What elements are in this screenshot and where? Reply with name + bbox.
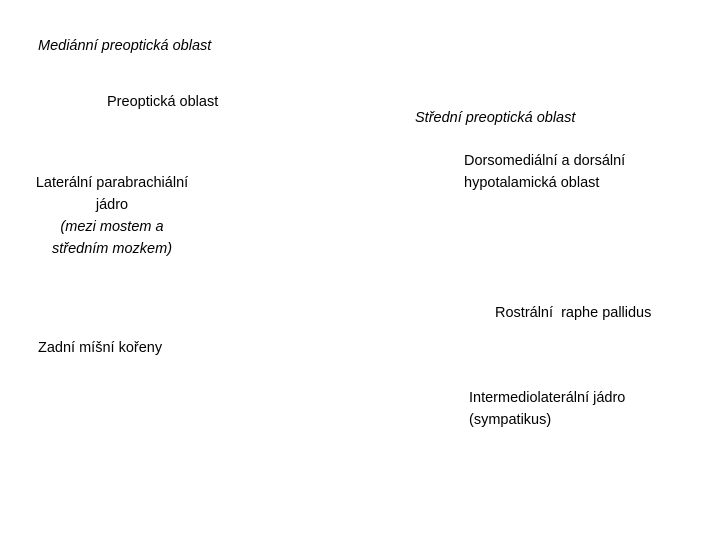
label-intermediolateral-line-2: (sympatikus) — [469, 412, 552, 428]
label-lateral-parabrachial-nucleus — [22, 172, 202, 260]
label-lateral-parabrachial-line-3: (mezi mostem a — [60, 219, 164, 235]
label-dorsomedial-hypothalamic-area — [464, 150, 625, 194]
label-dorsomedial-line-1: Dorsomediální a dorsální — [464, 153, 626, 169]
label-intermediolateral-line-1: Intermediolaterální jádro — [469, 390, 626, 406]
label-middle-preoptic-area: Střední preoptická oblast — [415, 110, 576, 126]
label-lateral-parabrachial-line-4: středním mozkem) — [51, 241, 173, 257]
label-lateral-parabrachial-line-1: Laterální parabrachiální — [35, 175, 189, 191]
label-lateral-parabrachial-line-2: jádro — [95, 197, 129, 213]
label-dorsal-spinal-roots: Zadní míšní kořeny — [38, 340, 163, 356]
label-rostral-raphe-pallidus: Rostrální raphe pallidus — [495, 305, 652, 321]
label-dorsomedial-line-2: hypotalamická oblast — [464, 175, 600, 191]
label-preoptic-area: Preoptická oblast — [107, 94, 219, 110]
label-intermediolateral-nucleus — [469, 387, 625, 431]
label-median-preoptic-area: Mediánní preoptická oblast — [38, 38, 212, 54]
